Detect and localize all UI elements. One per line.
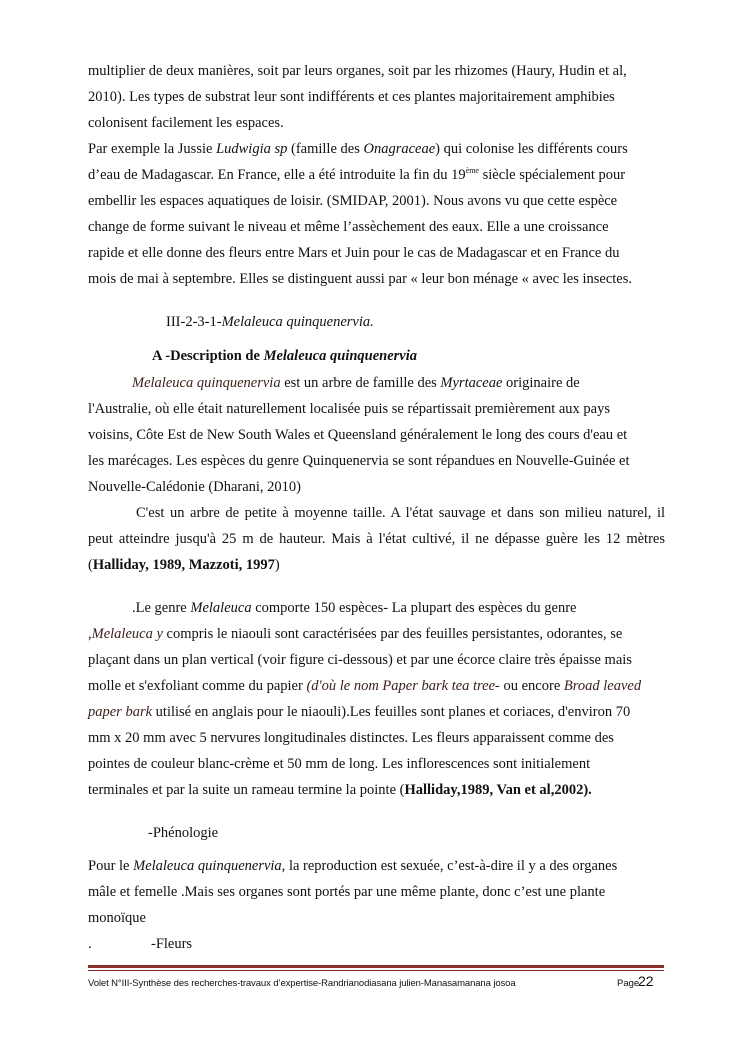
text-line: terminales et par la suite un rameau termine la pointe (Halliday,1989, Van et al,2002).: [88, 782, 592, 798]
text-line: plaçant dans un plan vertical (voir figure ci-dessous) et par une écorce claire très épaisse mais: [88, 652, 632, 668]
text-line: embellir les espaces aquatiques de loisir. (SMIDAP, 2001). Nous avons vu que cette espèce: [88, 193, 618, 209]
text-line: .Le genre Melaleuca comporte 150 espèces- La plupart des espèces du genre: [132, 600, 577, 616]
text-line: Nouvelle-Calédonie (Dharani, 2010): [88, 479, 301, 495]
text-line: molle et s'exfoliant comme du papier (d'où le nom Paper bark tea tree- ou encore Broad leaved: [88, 678, 642, 694]
footer-text: Volet N°III-Synthèse des recherches-travaux d’expertise-Randrianodiasana julien-Manasamanana josoa: [88, 978, 516, 989]
footer-rule: [88, 965, 664, 968]
footer-rule-thin: [88, 970, 664, 971]
fleurs-dot: .: [88, 936, 92, 952]
text-line: change de forme suivant le niveau et même l’assèchement des eaux. Elle a une croissance: [88, 219, 609, 235]
text-line: 2010). Les types de substrat leur sont indifférents et ces plantes majoritairement amphibies: [88, 89, 615, 105]
text-line: peut atteindre jusqu'à 25 m de hauteur. Mais à l'état cultivé, il ne dépasse guère les 12 mètres: [88, 531, 665, 547]
text-line: l'Australie, où elle était naturellement localisée puis se répartissait premièrement aux pays: [88, 401, 611, 417]
text-line: d’eau de Madagascar. En France, elle a été introduite la fin du 19ème siècle spécialement pour: [88, 166, 626, 183]
text-line: voisins, Côte Est de New South Wales et Queensland généralement le long des cours d'eau et: [88, 427, 628, 443]
text-line: (Halliday, 1989, Mazzoti, 1997): [88, 557, 280, 573]
text-line: Melaleuca quinquenervia est un arbre de famille des Myrtaceae originaire de: [132, 375, 580, 391]
text-line: mm x 20 mm avec 5 nervures longitudinales distinctes. Les fleurs apparaissent comme des: [88, 730, 614, 746]
text-line: multiplier de deux manières, soit par leurs organes, soit par les rhizomes (Haury, Hudin et al,: [88, 63, 627, 79]
page-number: 22: [638, 973, 654, 989]
text-line: colonisent facilement les espaces.: [88, 115, 284, 131]
text-line: paper bark utilisé en anglais pour le niaouli).Les feuilles sont planes et coriaces, d'environ 70: [88, 704, 631, 720]
text-line: mois de mai à septembre. Elles se distinguent aussi par « leur bon ménage « avec les insectes.: [88, 271, 632, 287]
text-line: monoïque: [88, 910, 146, 926]
text-line: rapide et elle donne des fleurs entre Mars et Juin pour le cas de Madagascar et en France du: [88, 245, 620, 261]
text-line: mâle et femelle .Mais ses organes sont portés par une même plante, donc c’est une plante: [88, 884, 606, 900]
text-line: Par exemple la Jussie Ludwigia sp (famille des Onagraceae) qui colonise les différents cours: [88, 141, 628, 157]
section-heading: III-2-3-1-Melaleuca quinquenervia.: [166, 314, 374, 330]
text-line: pointes de couleur blanc-crème et 50 mm de long. Les inflorescences sont initialement: [88, 756, 591, 772]
subsection-heading: -Phénologie: [148, 825, 219, 841]
text-line: les marécages. Les espèces du genre Quinquenervia se sont répandues en Nouvelle-Guinée et: [88, 453, 630, 469]
text-line: ,Melaleuca y compris le niaouli sont caractérisées par des feuilles persistantes, odorantes, se: [88, 626, 623, 642]
text-line: C'est un arbre de petite à moyenne taille. A l'état sauvage et dans son milieu naturel, il: [136, 505, 665, 521]
subsection-heading: -Fleurs: [151, 936, 193, 952]
page-label: Page: [617, 978, 640, 989]
text-line: Pour le Melaleuca quinquenervia, la reproduction est sexuée, c’est-à-dire il y a des organes: [88, 858, 618, 874]
subsection-heading: A -Description de Melaleuca quinquenervia: [152, 348, 418, 364]
